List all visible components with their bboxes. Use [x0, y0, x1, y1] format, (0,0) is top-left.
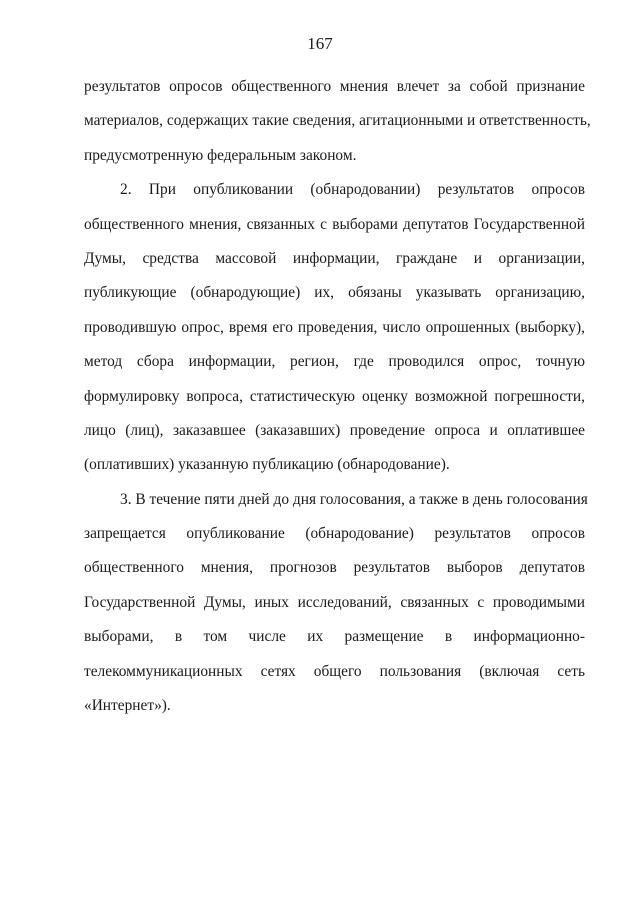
text-line: Государственной Думы, иных исследований, связанных с проводимыми	[84, 593, 585, 611]
text-line: 3. В течение пяти дней до дня голосования, а также в день голосования	[120, 490, 588, 508]
text-line: публикующие (обнародующие) их, обязаны указывать организацию,	[84, 284, 585, 302]
text-line: выборами, в том числе их размещение в информационно-	[84, 628, 585, 646]
text-line: лицо (лиц), заказавшее (заказавших) проведение опроса и оплатившее	[84, 421, 585, 439]
text-line: результатов опросов общественного мнения влечет за собой признание	[84, 78, 585, 95]
text-line: «Интернет»).	[84, 697, 171, 715]
page-number: 167	[307, 34, 333, 53]
text-line: материалов, содержащих такие сведения, агитационными и ответственность,	[84, 112, 591, 130]
text-line: метод сбора информации, регион, где проводился опрос, точную	[84, 353, 585, 371]
text-line: проводившую опрос, время его проведения, число опрошенных (выборку),	[84, 318, 585, 336]
text-line: Думы, средства массовой информации, граждане и организации,	[84, 249, 585, 267]
text-line: общественного мнения, связанных с выборами депутатов Государственной	[84, 215, 585, 233]
text-line: (оплативших) указанную публикацию (обнародование).	[84, 456, 450, 474]
text-line: телекоммуникационных сетях общего пользования (включая сеть	[84, 662, 585, 680]
text-line: формулировку вопроса, статистическую оценку возможной погрешности,	[84, 387, 585, 405]
text-line: общественного мнения, прогнозов результатов выборов депутатов	[84, 559, 585, 577]
text-line: запрещается опубликование (обнародование) результатов опросов	[84, 525, 585, 543]
text-line: предусмотренную федеральным законом.	[84, 146, 357, 164]
text-line: 2. При опубликовании (обнародовании) результатов опросов	[120, 181, 585, 199]
document-body	[84, 70, 591, 723]
